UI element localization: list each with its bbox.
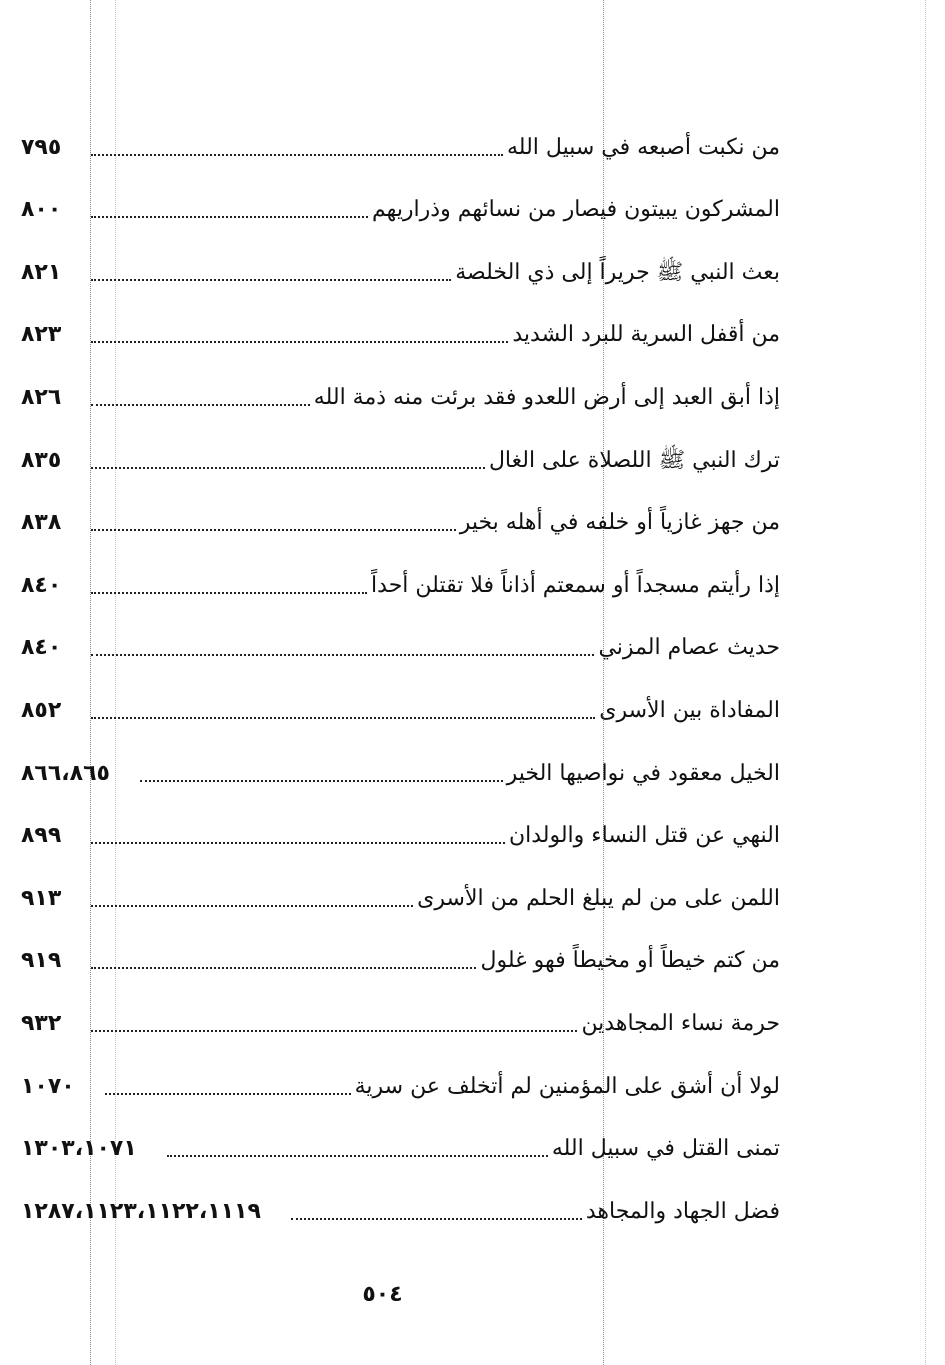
index-entry — [15, 298, 780, 361]
entry-title: ترك النبي ﷺ اللصلاة على الغال — [488, 447, 780, 473]
index-entry — [15, 486, 780, 549]
entry-title: النهي عن قتل النساء والولدان — [508, 823, 780, 849]
entry-page-numbers: ٨٩٩ — [21, 823, 62, 849]
dot-leader — [91, 1030, 577, 1032]
index-entry — [15, 799, 780, 862]
entry-page-numbers: ٨٢١ — [21, 259, 62, 285]
entry-title: اللمن على من لم يبلغ الحلم من الأسرى — [417, 885, 780, 911]
dot-leader — [91, 717, 595, 719]
entry-title: من كتم خيطاً أو مخيطاً فهو غلول — [480, 948, 780, 974]
index-entry — [15, 673, 780, 736]
entry-title: لولا أن أشق على المؤمنين لم أتخلف عن سرية — [354, 1073, 780, 1099]
index-entry — [15, 736, 780, 799]
entry-page-numbers: ١٣٠٣،١٠٧١ — [21, 1136, 137, 1162]
dot-leader — [91, 529, 455, 531]
entry-page-numbers: ٨٦٦،٨٦٥ — [21, 760, 110, 786]
index-entry — [15, 1174, 780, 1237]
dot-leader — [91, 216, 368, 218]
index-entry — [15, 110, 780, 173]
index-entry — [15, 1112, 780, 1175]
dot-leader — [291, 1218, 582, 1220]
entry-title: المشركون يبيتون فيصار من نسائهم وذراريهم — [372, 197, 780, 223]
entry-title: من أقفل السرية للبرد الشديد — [512, 322, 780, 348]
entry-page-numbers: ٩١٣ — [21, 885, 62, 911]
dot-leader — [91, 154, 503, 156]
entry-page-numbers: ٩١٩ — [21, 948, 62, 974]
dot-leader — [91, 967, 476, 969]
entry-page-numbers: ٨٤٠ — [21, 635, 62, 661]
page-edge-line — [925, 0, 926, 1365]
dot-leader — [91, 842, 505, 844]
entry-title: حديث عصام المزني — [598, 635, 780, 661]
entry-page-numbers: ٨٥٢ — [21, 697, 62, 723]
entry-title: من جهز غازياً أو خلفه في أهله بخير — [459, 510, 780, 536]
entry-title: الخيل معقود في نواصيها الخير — [506, 760, 780, 786]
index-entry — [15, 861, 780, 924]
dot-leader — [91, 341, 508, 343]
dot-leader — [91, 404, 310, 406]
entry-title: من نكبت أصبعه في سبيل الله — [507, 134, 780, 160]
entry-page-numbers: ٨٤٠ — [21, 572, 62, 598]
entry-page-numbers: ٨٢٦ — [21, 384, 62, 410]
entry-title: إذا رأيتم مسجداً أو سمعتم أذاناً فلا تقتلن أحداً — [371, 572, 780, 598]
dot-leader — [91, 654, 594, 656]
page-number: ٥٠٤ — [362, 1282, 403, 1307]
entry-page-numbers: ٩٣٢ — [21, 1010, 62, 1036]
index-entry — [15, 173, 780, 236]
dot-leader — [105, 1093, 351, 1095]
entry-page-numbers: ٨٠٠ — [21, 197, 62, 223]
entry-title: إذا أبق العبد إلى أرض اللعدو فقد برئت منه ذمة الله — [313, 384, 780, 410]
entry-page-numbers: ٨٢٣ — [21, 322, 62, 348]
entry-page-numbers: ٧٩٥ — [21, 134, 62, 160]
index-entry — [15, 360, 780, 423]
entry-title: تمنى القتل في سبيل الله — [551, 1136, 780, 1162]
entry-title: المفاداة بين الأسرى — [599, 697, 780, 723]
entry-page-numbers: ٨٣٥ — [21, 447, 62, 473]
index-entry — [15, 548, 780, 611]
entry-title: فضل الجهاد والمجاهد — [585, 1198, 780, 1224]
index-entry — [15, 423, 780, 486]
dot-leader — [167, 1155, 548, 1157]
index-entry — [15, 235, 780, 298]
dot-leader — [140, 780, 503, 782]
index-entry — [15, 1049, 780, 1112]
dot-leader — [91, 592, 367, 594]
entry-page-numbers: ١٠٧٠ — [21, 1073, 75, 1099]
index-entry — [15, 924, 780, 987]
index-list — [15, 110, 780, 1237]
entry-page-numbers: ٨٣٨ — [21, 510, 62, 536]
entry-page-numbers: ١٢٨٧،١١٢٣،١١٢٢،١١١٩ — [21, 1198, 261, 1224]
index-entry — [15, 611, 780, 674]
dot-leader — [91, 905, 413, 907]
dot-leader — [91, 467, 485, 469]
dot-leader — [91, 279, 451, 281]
index-entry — [15, 986, 780, 1049]
entry-title: حرمة نساء المجاهدين — [581, 1010, 780, 1036]
entry-title: بعث النبي ﷺ جريراً إلى ذي الخلصة — [455, 259, 780, 285]
